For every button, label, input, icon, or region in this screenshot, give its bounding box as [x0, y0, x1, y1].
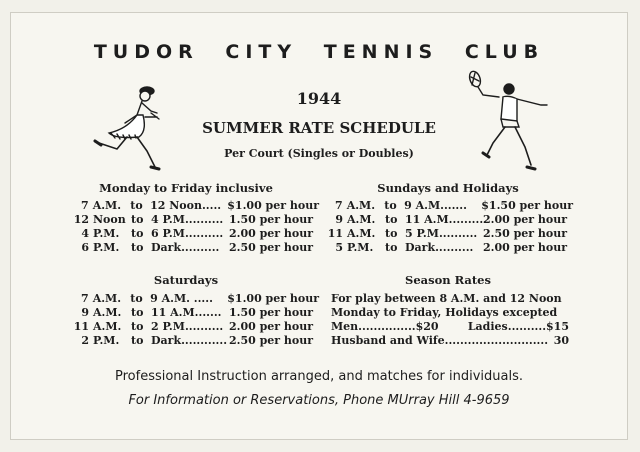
season-couple-label: Husband and Wife...........................: [331, 334, 549, 347]
season-men: Men...............$20: [331, 320, 439, 333]
season-line-1: For play between 8 A.M. and 12 Noon: [331, 292, 562, 305]
season-couple-price: 30: [553, 334, 569, 347]
weekday-rates: [59, 199, 319, 255]
sunday-heading: Sundays and Holidays: [377, 181, 519, 195]
season-men-ladies: [331, 320, 569, 334]
season-line-2: Monday to Friday, Holidays excepted: [331, 306, 558, 319]
rate-row: 4 P.M. to 6 P.M.......... 2.00 per hour: [81, 227, 314, 240]
rate-row: 6 P.M. to Dark.......... 2.50 per hour: [81, 241, 314, 254]
season-heading: Season Rates: [405, 273, 491, 287]
year: 1944: [296, 89, 342, 108]
contact-info: For Information or Reservations, Phone MUrray Hill 4-9659: [128, 393, 510, 408]
saturday-heading: Saturdays: [153, 273, 219, 287]
instruction-text: Professional Instruction arranged, and matches for individuals.: [115, 369, 523, 384]
season-couple: [331, 334, 569, 348]
rate-row: 7 A.M. to 9 A.M. ..... $1.00 per hour: [81, 292, 319, 305]
rate-row: 7 A.M. to 9 A.M....... $1.50 per hour: [335, 199, 573, 212]
rate-row: 2 P.M. to Dark............ 2.50 per hour: [81, 334, 314, 347]
per-court-subtitle: Per Court (Singles or Doubles): [224, 147, 414, 160]
club-name: TUDOR CITY TENNIS CLUB: [93, 41, 545, 63]
weekday-heading: Monday to Friday inclusive: [99, 181, 273, 195]
rate-row: 7 A.M. to 12 Noon..... $1.00 per hour: [81, 199, 319, 212]
saturday-rates: [59, 292, 319, 348]
rate-row: 11 A.M. to 5 P.M.......... 2.50 per hour: [327, 227, 568, 240]
rate-row: 12 Noon to 4 P.M.......... 1.50 per hour: [73, 213, 314, 226]
rate-card: [10, 12, 628, 440]
schedule-title: SUMMER RATE SCHEDULE: [202, 119, 436, 137]
sunday-rates: [313, 199, 573, 255]
rate-row: 9 A.M. to 11 A.M.......... 2.00 per hour: [335, 213, 568, 226]
season-ladies: Ladies..........$15: [467, 320, 569, 333]
rate-row: 9 A.M. to 11 A.M....... 1.50 per hour: [81, 306, 314, 319]
rate-row: 5 P.M. to Dark.......... 2.00 per hour: [335, 241, 568, 254]
season-rates: [331, 292, 569, 348]
rate-row: 11 A.M. to 2 P.M.......... 2.00 per hour: [73, 320, 314, 333]
